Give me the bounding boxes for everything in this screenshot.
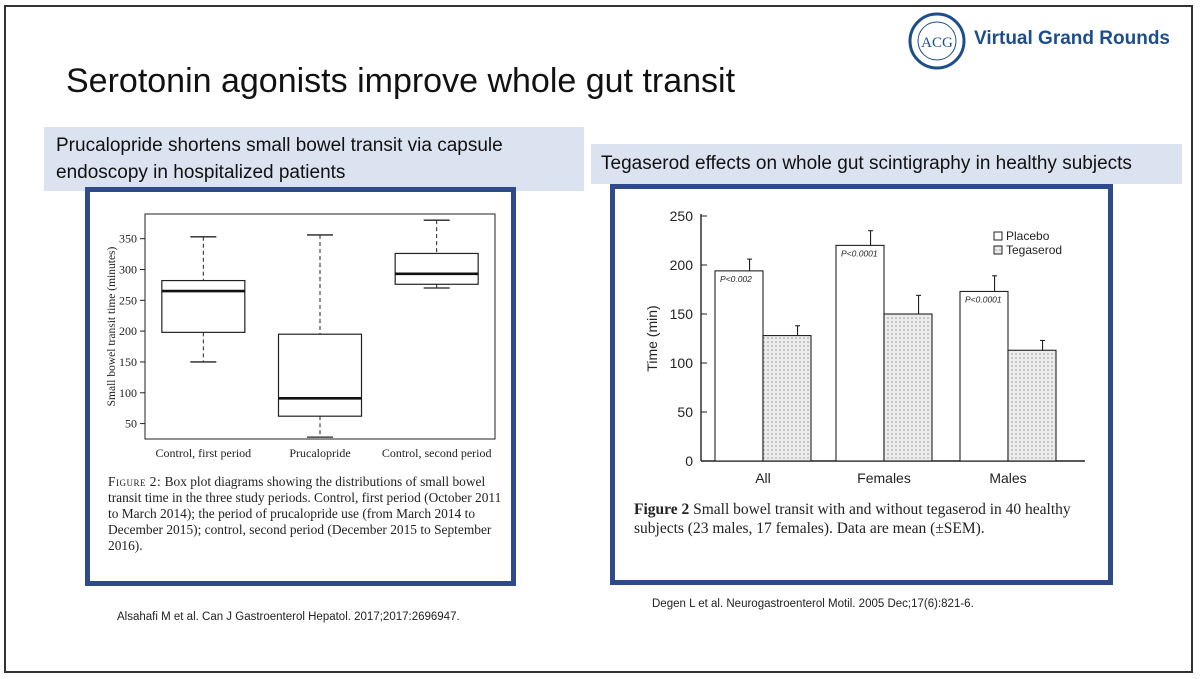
p-value-annotation: P<0.0001: [965, 294, 1002, 305]
brand-name: Virtual Grand Rounds: [974, 28, 1171, 49]
iqr-box: [162, 281, 245, 333]
left-panel-label: Prucalopride shortens small bowel transit via capsule endoscopy in hospitalized patients: [44, 127, 584, 191]
right-panel-label: Tegaserod effects on whole gut scintigraphy in healthy subjects: [591, 144, 1182, 184]
bar-chart: [615, 189, 1108, 494]
bar-tegaserod: [763, 336, 811, 461]
y-axis-label: Small bowel transit time (minutes): [106, 246, 118, 407]
left-caption-text: Box plot diagrams showing the distributions of small bowel transit time in the three study periods. Control, first period (October 2011 to March 2014); the period of prucalopride use (from March 2014 to December 2015); control, second period (December 2015 to September 2016).: [108, 474, 502, 553]
y-tick-label: 150: [669, 306, 693, 322]
x-category-label: Prucalopride: [289, 446, 351, 460]
box-plot-chart: [90, 192, 511, 472]
right-citation: Degen L et al. Neurogastroenterol Motil. 2005 Dec;17(6):821-6.: [652, 598, 974, 610]
p-value-annotation: P<0.0001: [841, 248, 878, 259]
right-caption-text: Small bowel transit with and without tegaserod in 40 healthy subjects (23 males, 17 females). Data are mean (±SEM).: [634, 501, 1071, 537]
bar-tegaserod: [884, 314, 932, 461]
y-tick-label: 50: [125, 416, 137, 431]
y-tick-label: 0: [685, 453, 693, 469]
y-tick-label: 350: [119, 231, 137, 246]
y-tick-label: 100: [119, 385, 137, 400]
y-tick-label: 200: [669, 257, 693, 273]
left-figure-caption: [108, 474, 510, 554]
iqr-box: [395, 253, 478, 284]
x-category-label: Females: [857, 470, 911, 486]
bar-chart-panel: [610, 184, 1113, 585]
legend-swatch: [994, 232, 1002, 240]
y-tick-label: 250: [119, 293, 137, 308]
y-tick-label: 250: [669, 208, 693, 224]
y-tick-label: 200: [119, 324, 137, 339]
y-axis-label: Time (min): [644, 305, 660, 372]
left-caption-lead: Figure 2:: [108, 474, 162, 489]
y-tick-label: 100: [669, 355, 693, 371]
logo-text: ACG: [921, 35, 953, 51]
slide-title: Serotonin agonists improve whole gut transit: [66, 62, 736, 100]
bar-tegaserod: [1008, 350, 1056, 461]
iqr-box: [279, 334, 362, 416]
x-category-label: Control, first period: [155, 446, 252, 460]
y-tick-label: 50: [677, 404, 693, 420]
y-tick-label: 150: [119, 354, 137, 369]
p-value-annotation: P<0.002: [720, 273, 752, 284]
left-citation: Alsahafi M et al. Can J Gastroenterol Hepatol. 2017;2017:2696947.: [117, 611, 460, 623]
x-category-label: All: [755, 470, 771, 486]
x-category-label: Control, second period: [381, 446, 492, 460]
bar-placebo: [715, 271, 763, 461]
box-plot-panel: [85, 187, 516, 586]
legend-label: Tegaserod: [1006, 243, 1063, 257]
right-caption-lead: Figure 2: [634, 501, 690, 518]
bar-placebo: [836, 245, 884, 461]
bar-placebo: [960, 291, 1008, 461]
legend-swatch: [994, 246, 1002, 254]
y-tick-label: 300: [119, 262, 137, 277]
x-category-label: Males: [989, 470, 1027, 486]
acg-logo-icon: [907, 12, 967, 70]
right-figure-caption: [634, 500, 1104, 538]
legend-label: Placebo: [1006, 229, 1050, 243]
